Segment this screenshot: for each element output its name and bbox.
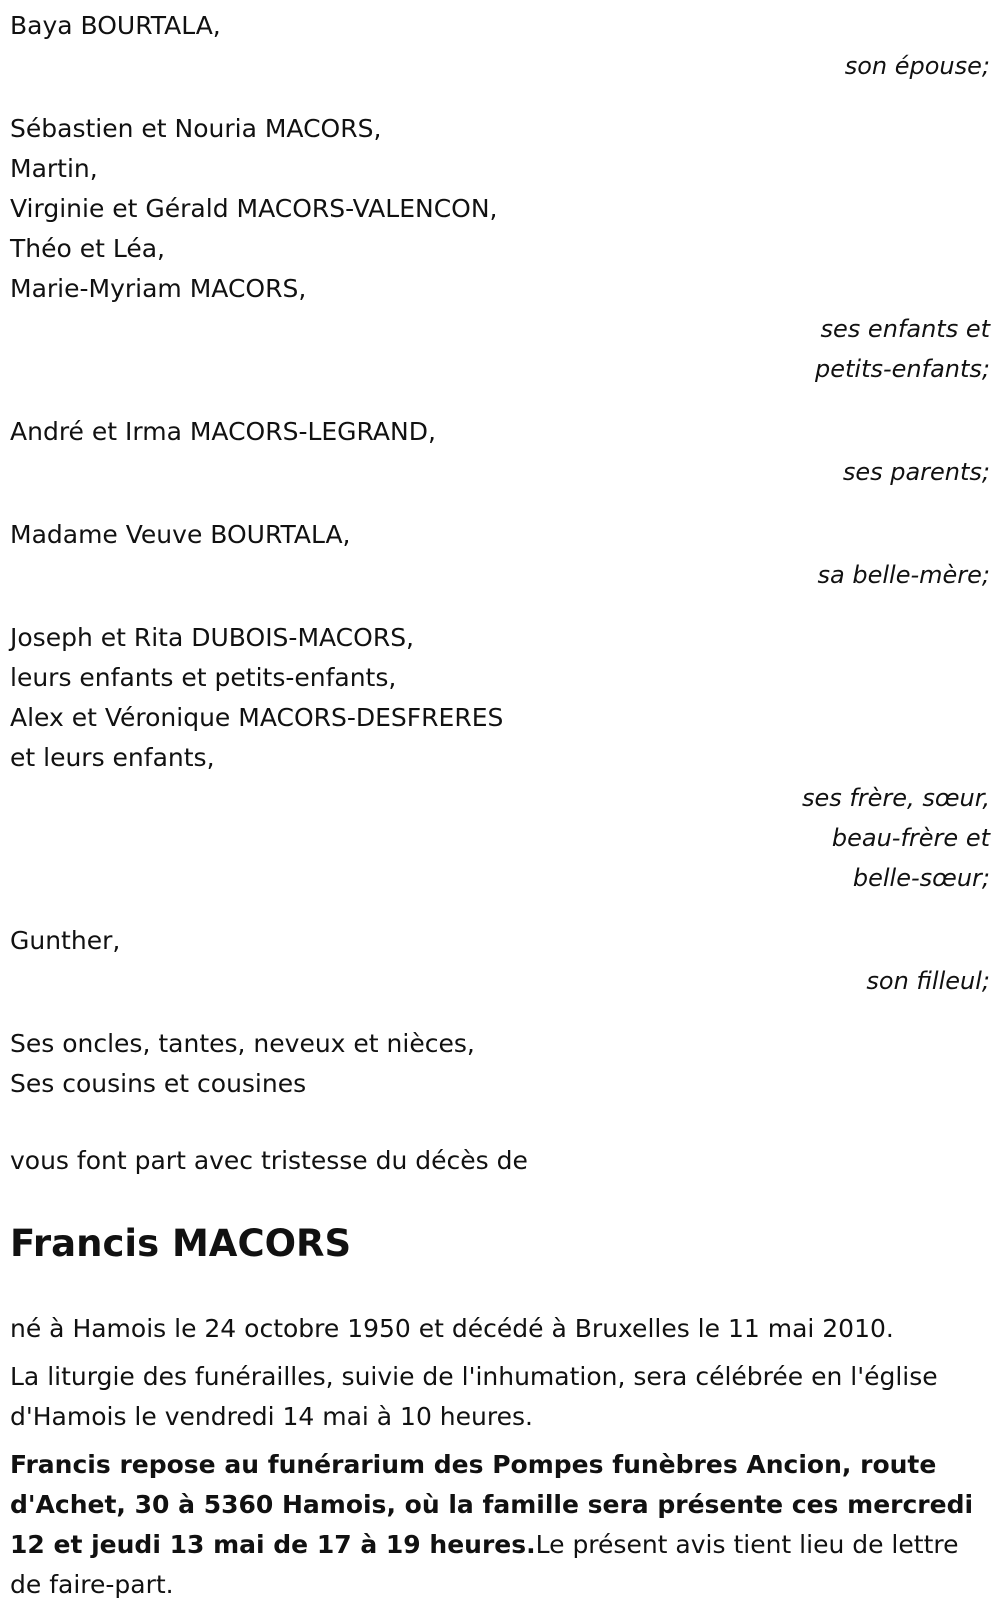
visitation-paragraph	[10, 1445, 990, 1605]
visitation-details: Francis repose au funérarium des Pompes funèbres Ancion, route d'Achet, 30 à 5360 Hamois, où la famille sera présente ces mercredi 12 et jeudi 13 mai de 17 à 19 heures.	[10, 1450, 974, 1559]
family-group-mother-in-law	[10, 515, 990, 595]
closing-note: Le présent avis tient lieu de lettre de faire-part.	[10, 1530, 959, 1599]
family-group-extended	[10, 1024, 990, 1104]
family-name-line: Alex et Véronique MACORS-DESFRERES	[10, 703, 504, 732]
family-name-line: Sébastien et Nouria MACORS,	[10, 114, 382, 143]
family-group-spouse	[10, 6, 990, 86]
announcement-line: vous font part avec tristesse du décès de	[10, 1146, 528, 1175]
deceased-name: Francis MACORS	[10, 1222, 352, 1265]
family-group-parents	[10, 412, 990, 492]
family-name-line: Ses oncles, tantes, neveux et nièces,	[10, 1029, 475, 1058]
family-group-children	[10, 109, 990, 389]
family-name-line: et leurs enfants,	[10, 743, 215, 772]
family-name-line: Théo et Léa,	[10, 234, 166, 263]
family-name-line: Madame Veuve BOURTALA,	[10, 520, 351, 549]
relation-label: ses frère, sœur,	[801, 784, 990, 812]
family-group-godson	[10, 921, 990, 1001]
relation-label: petits-enfants;	[815, 355, 990, 383]
family-name-line: Marie-Myriam MACORS,	[10, 274, 307, 303]
obituary-notice	[10, 6, 990, 1613]
relation-label: ses parents;	[842, 458, 990, 486]
family-group-siblings	[10, 618, 990, 898]
family-name-line: leurs enfants et petits-enfants,	[10, 663, 397, 692]
family-name-line: Baya BOURTALA,	[10, 11, 221, 40]
relation-label: son épouse;	[844, 52, 990, 80]
birth-death-paragraph: né à Hamois le 24 octobre 1950 et décédé à Bruxelles le 11 mai 2010.	[10, 1314, 894, 1343]
relation-label: sa belle-mère;	[817, 561, 990, 589]
family-name-line: Joseph et Rita DUBOIS-MACORS,	[10, 623, 415, 652]
family-name-line: André et Irma MACORS-LEGRAND,	[10, 417, 436, 446]
family-name-line: Virginie et Gérald MACORS-VALENCON,	[10, 194, 498, 223]
liturgy-paragraph: La liturgie des funérailles, suivie de l'inhumation, sera célébrée en l'église d'Hamois le vendredi 14 mai à 10 heures.	[10, 1362, 938, 1431]
relation-label: ses enfants et	[820, 315, 990, 343]
relation-label: son filleul;	[866, 967, 990, 995]
family-name-line: Martin,	[10, 154, 98, 183]
family-name-line: Gunther,	[10, 926, 121, 955]
relation-label: beau-frère et	[831, 824, 990, 852]
relation-label: belle-sœur;	[852, 864, 990, 892]
family-name-line: Ses cousins et cousines	[10, 1069, 307, 1098]
